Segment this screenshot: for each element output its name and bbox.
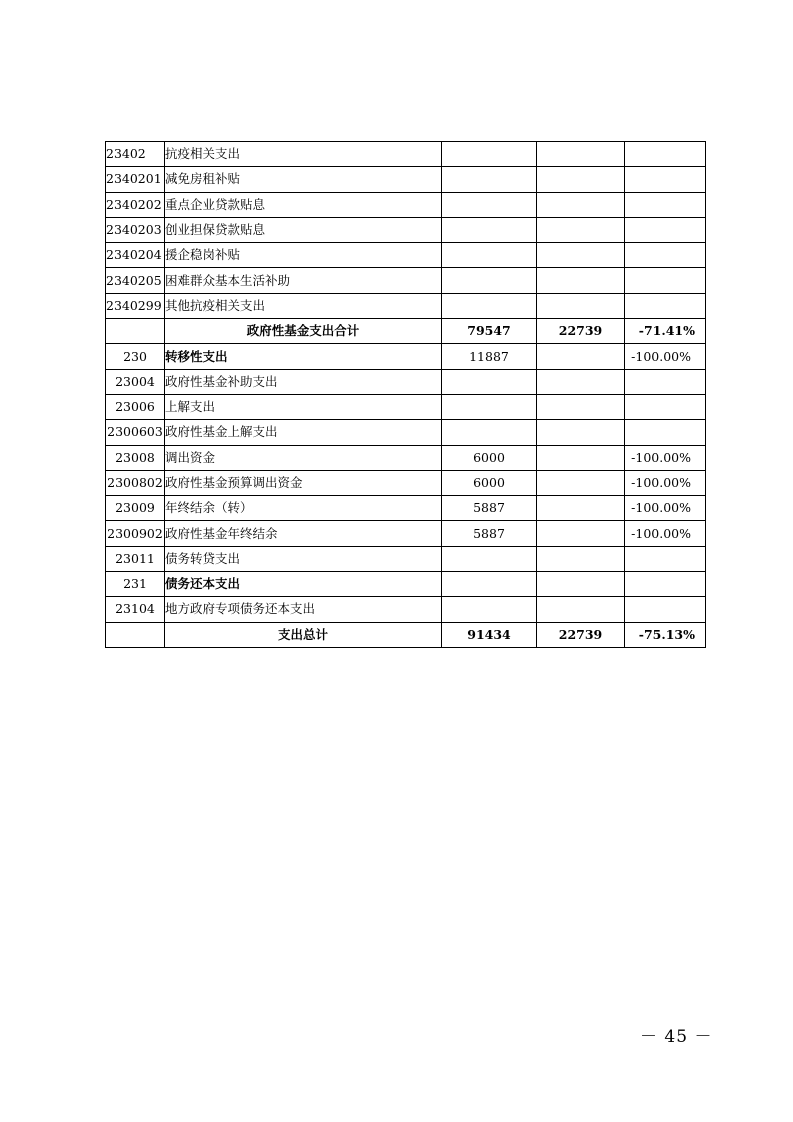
table-row xyxy=(106,597,706,622)
row-change-pct xyxy=(625,293,706,318)
row-value-1: 6000 xyxy=(442,445,537,470)
row-name: 转移性支出 xyxy=(165,344,442,369)
row-change-pct xyxy=(625,572,706,597)
row-value-2 xyxy=(537,420,625,445)
row-value-1 xyxy=(442,243,537,268)
table-row xyxy=(106,167,706,192)
row-change-pct: -100.00% xyxy=(625,496,706,521)
row-name: 政府性基金年终结余 xyxy=(165,521,442,546)
row-name: 援企稳岗补贴 xyxy=(165,243,442,268)
row-code: 2340203 xyxy=(106,217,165,242)
row-value-2 xyxy=(537,142,625,167)
row-code: 23004 xyxy=(106,369,165,394)
row-value-2 xyxy=(537,394,625,419)
budget-expenditure-table xyxy=(105,141,706,648)
row-code: 2340205 xyxy=(106,268,165,293)
row-change-pct xyxy=(625,167,706,192)
row-code: 231 xyxy=(106,572,165,597)
row-value-1: 5887 xyxy=(442,496,537,521)
row-code: 2340202 xyxy=(106,192,165,217)
row-value-1: 5887 xyxy=(442,521,537,546)
table-row xyxy=(106,142,706,167)
row-value-2 xyxy=(537,496,625,521)
row-change-pct xyxy=(625,420,706,445)
row-name: 重点企业贷款贴息 xyxy=(165,192,442,217)
row-value-2 xyxy=(537,369,625,394)
row-code: 2340204 xyxy=(106,243,165,268)
row-change-pct xyxy=(625,217,706,242)
row-value-1: 79547 xyxy=(442,319,537,344)
row-code: 2300603 xyxy=(106,420,165,445)
table-row xyxy=(106,496,706,521)
row-value-2 xyxy=(537,243,625,268)
page-number: － 45 － xyxy=(640,1027,713,1047)
row-code: 23008 xyxy=(106,445,165,470)
row-value-2 xyxy=(537,268,625,293)
table-row xyxy=(106,217,706,242)
row-name: 政府性基金补助支出 xyxy=(165,369,442,394)
row-value-1 xyxy=(442,597,537,622)
row-name: 政府性基金上解支出 xyxy=(165,420,442,445)
row-name: 债务还本支出 xyxy=(165,572,442,597)
row-name: 困难群众基本生活补助 xyxy=(165,268,442,293)
table-row xyxy=(106,293,706,318)
row-code xyxy=(106,622,165,647)
row-change-pct xyxy=(625,192,706,217)
row-value-2 xyxy=(537,344,625,369)
row-value-2: 22739 xyxy=(537,319,625,344)
row-value-1 xyxy=(442,142,537,167)
table-row xyxy=(106,394,706,419)
row-change-pct: -100.00% xyxy=(625,470,706,495)
table-row xyxy=(106,470,706,495)
row-value-2 xyxy=(537,293,625,318)
row-value-2 xyxy=(537,192,625,217)
table-row xyxy=(106,572,706,597)
row-value-1: 11887 xyxy=(442,344,537,369)
row-name: 创业担保贷款贴息 xyxy=(165,217,442,242)
row-name: 年终结余（转） xyxy=(165,496,442,521)
table-row xyxy=(106,243,706,268)
row-name: 抗疫相关支出 xyxy=(165,142,442,167)
fund-expenditure-subtotal-row xyxy=(106,319,706,344)
row-change-pct: -100.00% xyxy=(625,521,706,546)
table-row xyxy=(106,369,706,394)
row-value-1 xyxy=(442,546,537,571)
row-value-1 xyxy=(442,369,537,394)
row-name: 支出总计 xyxy=(165,622,442,647)
row-change-pct xyxy=(625,142,706,167)
row-value-1 xyxy=(442,268,537,293)
table-row xyxy=(106,268,706,293)
row-value-1 xyxy=(442,572,537,597)
row-value-1 xyxy=(442,167,537,192)
row-change-pct: -100.00% xyxy=(625,445,706,470)
row-value-2 xyxy=(537,217,625,242)
row-code: 23009 xyxy=(106,496,165,521)
row-name: 政府性基金支出合计 xyxy=(165,319,442,344)
row-change-pct xyxy=(625,597,706,622)
table-row xyxy=(106,192,706,217)
row-name: 上解支出 xyxy=(165,394,442,419)
row-change-pct xyxy=(625,268,706,293)
row-change-pct: -71.41% xyxy=(625,319,706,344)
row-value-1 xyxy=(442,420,537,445)
row-change-pct xyxy=(625,546,706,571)
row-change-pct xyxy=(625,394,706,419)
row-code: 2340201 xyxy=(106,167,165,192)
row-value-2 xyxy=(537,445,625,470)
row-change-pct: -75.13% xyxy=(625,622,706,647)
row-name: 债务转贷支出 xyxy=(165,546,442,571)
row-value-2 xyxy=(537,167,625,192)
expenditure-grand-total-row xyxy=(106,622,706,647)
row-code: 2300902 xyxy=(106,521,165,546)
row-value-2 xyxy=(537,597,625,622)
row-name: 减免房租补贴 xyxy=(165,167,442,192)
table-row xyxy=(106,521,706,546)
row-value-2 xyxy=(537,521,625,546)
row-code: 2340299 xyxy=(106,293,165,318)
row-value-1 xyxy=(442,394,537,419)
row-change-pct: -100.00% xyxy=(625,344,706,369)
row-value-1 xyxy=(442,192,537,217)
row-name: 政府性基金预算调出资金 xyxy=(165,470,442,495)
row-value-2: 22739 xyxy=(537,622,625,647)
row-value-1 xyxy=(442,293,537,318)
table-row xyxy=(106,445,706,470)
row-value-1: 6000 xyxy=(442,470,537,495)
table-row xyxy=(106,420,706,445)
row-name: 其他抗疫相关支出 xyxy=(165,293,442,318)
row-code xyxy=(106,319,165,344)
table-row xyxy=(106,344,706,369)
row-value-1 xyxy=(442,217,537,242)
row-name: 调出资金 xyxy=(165,445,442,470)
row-code: 23402 xyxy=(106,142,165,167)
row-change-pct xyxy=(625,369,706,394)
row-value-2 xyxy=(537,572,625,597)
row-value-1: 91434 xyxy=(442,622,537,647)
row-code: 230 xyxy=(106,344,165,369)
row-name: 地方政府专项债务还本支出 xyxy=(165,597,442,622)
row-code: 2300802 xyxy=(106,470,165,495)
table-row xyxy=(106,546,706,571)
row-change-pct xyxy=(625,243,706,268)
row-code: 23104 xyxy=(106,597,165,622)
row-value-2 xyxy=(537,470,625,495)
row-value-2 xyxy=(537,546,625,571)
row-code: 23011 xyxy=(106,546,165,571)
row-code: 23006 xyxy=(106,394,165,419)
